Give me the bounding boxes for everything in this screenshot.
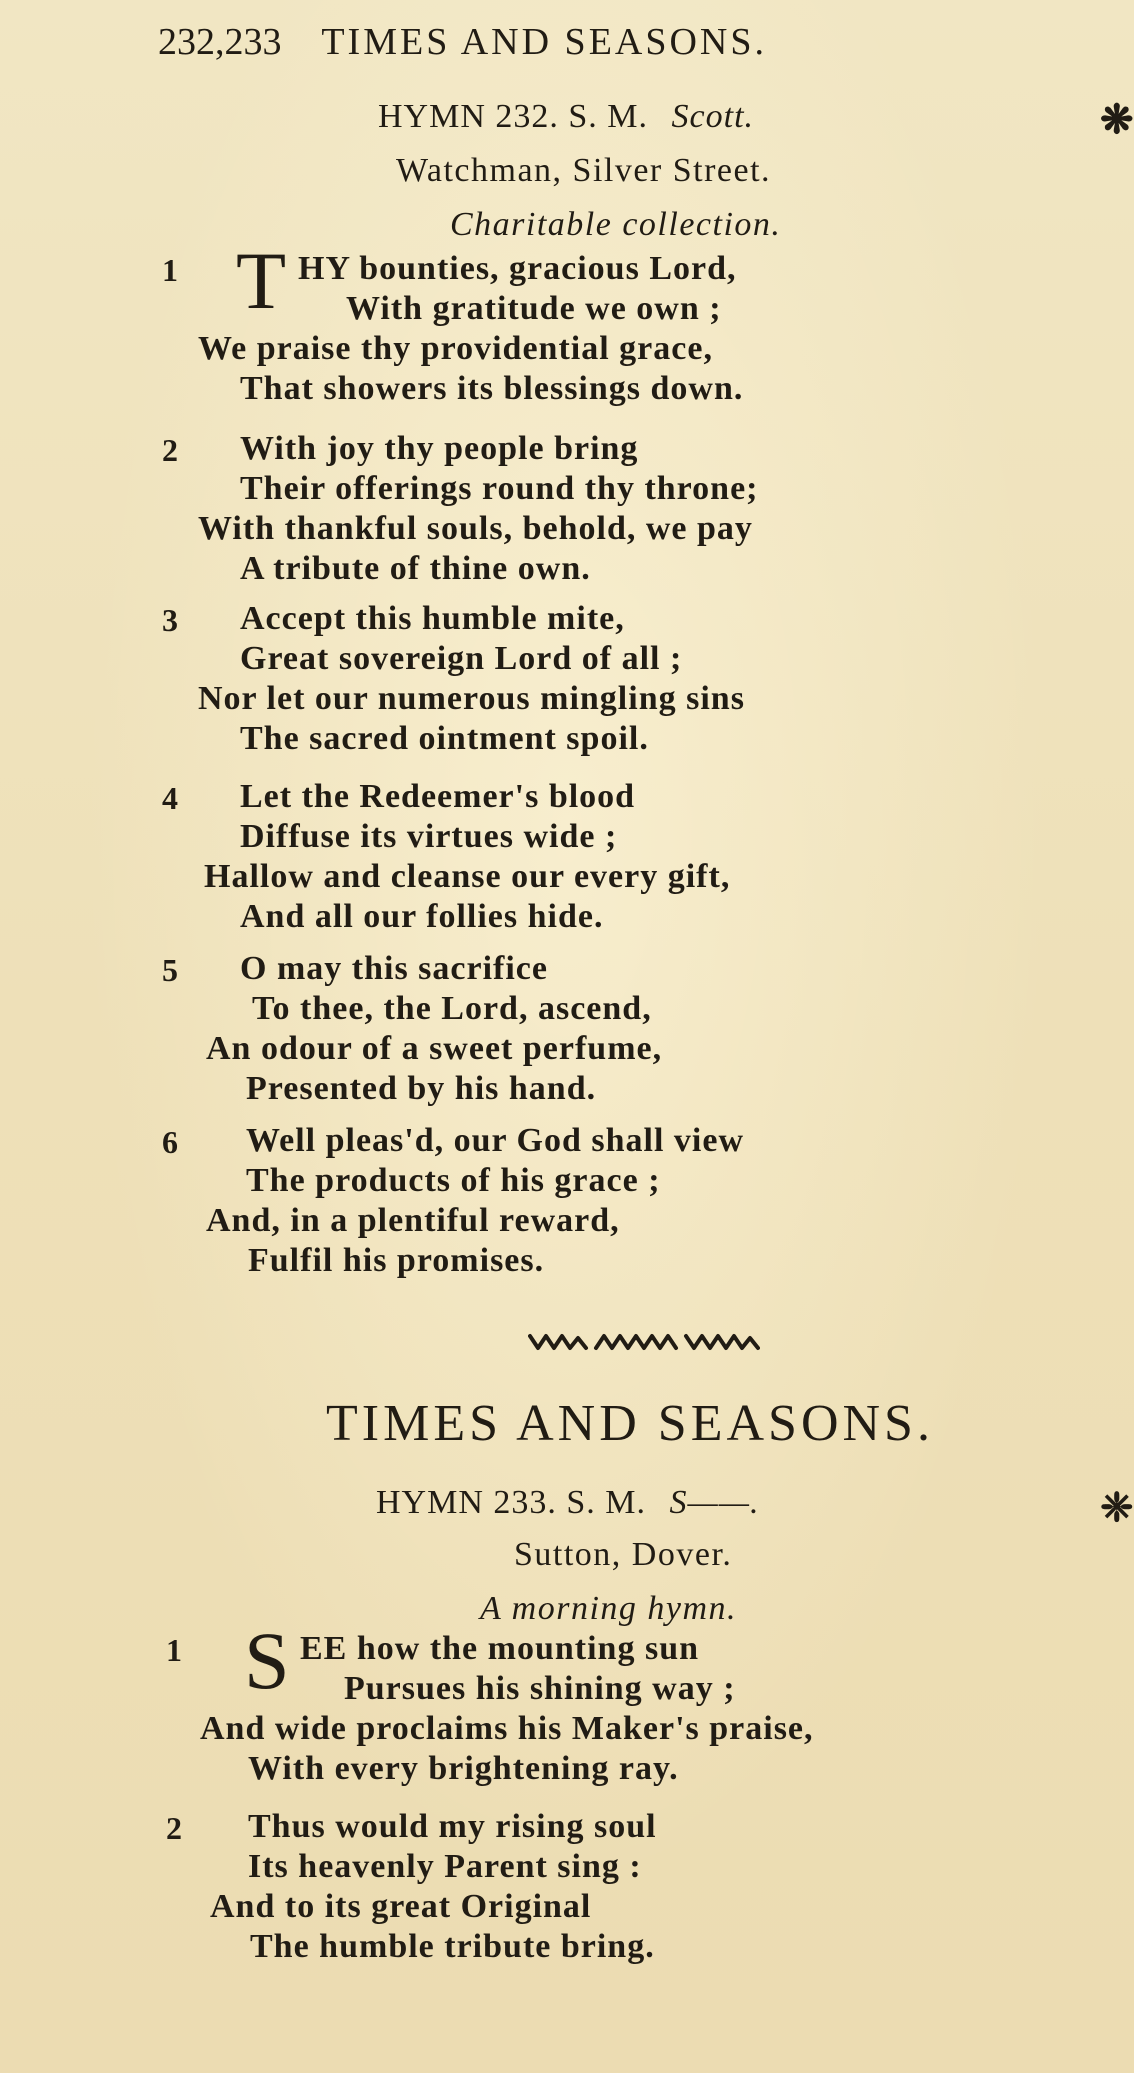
verse-number: 5: [162, 952, 178, 988]
flower-ornament-icon: ❋: [1100, 97, 1134, 142]
verse-line: An odour of a sweet perfume,: [206, 1030, 663, 1067]
hymn-232-author: Scott.: [671, 98, 755, 135]
verse-line: And all our follies hide.: [240, 898, 604, 935]
verse-line: With every brightening ray.: [248, 1750, 679, 1787]
hymn-233-number-meter: HYMN 233. S. M.: [376, 1484, 647, 1521]
verse-line: Fulfil his promises.: [248, 1242, 545, 1279]
verse-line: EE how the mounting sun: [300, 1630, 700, 1667]
verse-line: Their offerings round thy throne;: [240, 470, 759, 507]
verse-line: And wide proclaims his Maker's praise,: [200, 1710, 814, 1747]
verse-line: Diffuse its virtues wide ;: [240, 818, 618, 855]
hymn-232-number-meter: HYMN 232. S. M.: [378, 98, 649, 135]
verse-number: 2: [162, 432, 178, 468]
verse-line: With thankful souls, behold, we pay: [198, 510, 753, 547]
verse-number: 2: [166, 1810, 182, 1846]
verse-line: The products of his grace ;: [246, 1162, 661, 1199]
hymn-233-tune: Sutton, Dover.: [514, 1536, 733, 1573]
cross-ornament-icon: ❈: [1100, 1485, 1134, 1530]
page-numbers: 232,233: [158, 21, 282, 63]
hymn-233-author: S——.: [669, 1484, 760, 1521]
verse-number: 1: [166, 1632, 182, 1668]
verse-line: And to its great Original: [210, 1888, 592, 1925]
verse-line: Great sovereign Lord of all ;: [240, 640, 683, 677]
verse-line: Hallow and cleanse our every gift,: [204, 858, 731, 895]
running-head: [158, 20, 767, 64]
verse-line: HY bounties, gracious Lord,: [298, 250, 737, 287]
verse-line: And, in a plentiful reward,: [206, 1202, 620, 1239]
verse-number: 6: [162, 1124, 178, 1160]
hymn-232-heading: [378, 98, 754, 136]
section-title: TIMES AND SEASONS.: [326, 1395, 934, 1452]
verse-line: Pursues his shining way ;: [344, 1670, 736, 1707]
hymn-233-heading: [376, 1484, 760, 1522]
verse-line: With gratitude we own ;: [346, 290, 722, 327]
drop-capital: S: [244, 1615, 290, 1706]
verse-line: With joy thy people bring: [240, 430, 639, 467]
verse-line: That showers its blessings down.: [240, 370, 744, 407]
hymn-233-occasion: A morning hymn.: [480, 1590, 738, 1627]
verse-line: O may this sacrifice: [240, 950, 548, 987]
verse-line: We praise thy providential grace,: [198, 330, 713, 367]
verse-line: Accept this humble mite,: [240, 600, 625, 637]
verse-number: 4: [162, 780, 178, 816]
verse-line: To thee, the Lord, ascend,: [252, 990, 652, 1027]
verse-number: 3: [162, 602, 178, 638]
hymn-232-occasion: Charitable collection.: [450, 206, 782, 243]
verse-number: 1: [162, 252, 178, 288]
verse-line: Well pleas'd, our God shall view: [246, 1122, 745, 1159]
drop-capital: T: [236, 235, 287, 326]
verse-line: Let the Redeemer's blood: [240, 778, 636, 815]
verse-line: A tribute of thine own.: [240, 550, 591, 587]
hymn-232-tune: Watchman, Silver Street.: [396, 152, 772, 189]
verse-line: The sacred ointment spoil.: [240, 720, 649, 757]
verse-line: Nor let our numerous mingling sins: [198, 680, 745, 717]
verse-line: Thus would my rising soul: [248, 1808, 657, 1845]
verse-line: Its heavenly Parent sing :: [248, 1848, 642, 1885]
verse-line: The humble tribute bring.: [250, 1928, 655, 1965]
running-title: TIMES AND SEASONS.: [321, 21, 767, 63]
verse-line: Presented by his hand.: [246, 1070, 597, 1107]
flourish-divider-icon: [528, 1330, 760, 1354]
